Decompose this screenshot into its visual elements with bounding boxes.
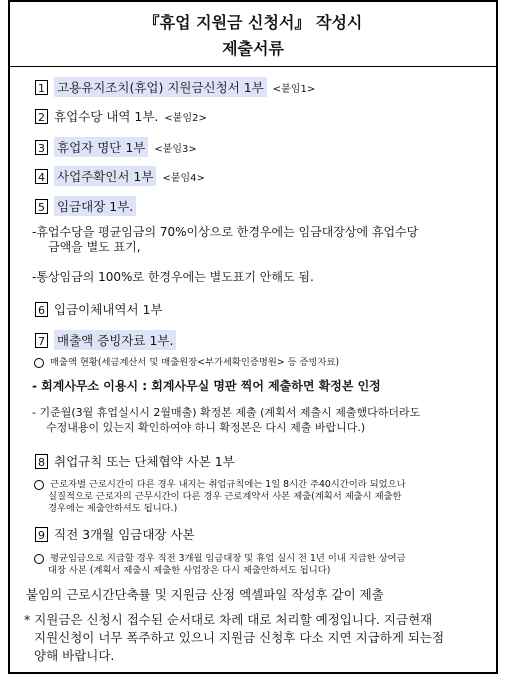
item8-note-line3: 경우에는 제출안하셔도 됩니다.) bbox=[48, 503, 178, 514]
item-number: 6 bbox=[35, 302, 48, 317]
item-note: <붙임3> bbox=[154, 143, 197, 155]
item7-bullet bbox=[34, 357, 339, 369]
item-label: 취업규칙 또는 단체협약 사본 1부 bbox=[54, 454, 235, 469]
item-label: 매출액 증빙자료 1부. bbox=[54, 330, 176, 350]
list-item bbox=[35, 525, 195, 543]
item9-text-1: 평균임금으로 지급할 경우 직전 3개월 임금대장 및 휴업 실시 전 1년 이내 지급한 상여금 bbox=[50, 553, 406, 564]
item5-note-line3: -통상임금의 100%로 한경우에는 별도표기 안해도 됨. bbox=[32, 270, 314, 284]
item-number: 3 bbox=[35, 140, 48, 155]
item9-note-line2: 대장 사본 (계획서 제출시 제출한 사업장은 다시 제출안하셔도 됩니다) bbox=[48, 565, 331, 576]
content-box bbox=[8, 66, 498, 674]
item-label: 임금대장 1부. bbox=[54, 196, 136, 216]
list-item bbox=[35, 300, 163, 318]
final-note-line3: 양해 바랍니다. bbox=[34, 648, 115, 663]
list-item bbox=[35, 137, 197, 157]
item5-note-line1: -휴업수당을 평균임금의 70%이상으로 한경우에는 임금대장상에 휴업수당 bbox=[32, 225, 419, 239]
list-item bbox=[35, 452, 235, 470]
item-note: <붙임4> bbox=[162, 172, 205, 184]
final-note-line2: 지원신청이 너무 폭주하고 있으니 지원금 신청후 다소 지연 지급하게 되는점 bbox=[34, 630, 445, 645]
title-line1: 『휴업 지원금 신청서』 작성시 bbox=[143, 13, 363, 32]
item8-note-line2: 실질적으로 근로자의 근무시간이 다른 경우 근로계약서 사본 제출(계획서 제출시 제출한 bbox=[48, 491, 402, 502]
item-label: 휴업자 명단 1부 bbox=[54, 137, 148, 157]
item7-dash2-line2: 수정내용이 있는지 확인하여야 하니 확정본은 다시 제출 바랍니다.) bbox=[46, 421, 366, 434]
list-item bbox=[35, 330, 176, 350]
list-item bbox=[35, 107, 207, 125]
item-number: 9 bbox=[35, 527, 48, 542]
item-label: 입금이체내역서 1부 bbox=[54, 302, 163, 317]
item8-note-line1 bbox=[34, 479, 406, 491]
item-number: 8 bbox=[35, 454, 48, 469]
item-label: 휴업수당 내역 1부. bbox=[54, 109, 159, 124]
item7-dash2-line1: - 기준월(3월 휴업실시시 2월매출) 확정본 제출 (계획서 제출시 제출했다하더라도 bbox=[32, 406, 421, 419]
list-item bbox=[35, 166, 205, 186]
item-number: 7 bbox=[35, 333, 48, 348]
excel-note: 붙임의 근로시간단축률 및 지원금 산정 엑셀파일 작성후 같이 제출 bbox=[26, 587, 384, 602]
item-note: <붙임2> bbox=[164, 112, 207, 124]
final-note bbox=[24, 611, 494, 665]
final-note-line1: * 지원금은 신청시 접수된 순서대로 차례 대로 처리할 예정입니다. 지금현재 bbox=[24, 612, 433, 627]
title-line2: 제출서류 bbox=[222, 39, 284, 58]
circle-bullet-icon bbox=[34, 358, 44, 368]
item-number: 4 bbox=[35, 169, 48, 184]
title-box bbox=[8, 0, 498, 66]
circle-bullet-icon bbox=[34, 554, 44, 564]
item9-note-line1 bbox=[34, 553, 406, 565]
item-note: <붙임1> bbox=[272, 83, 316, 95]
item-number: 2 bbox=[35, 109, 48, 124]
item-number: 5 bbox=[35, 199, 48, 214]
item7-bullet-text: 매출액 현황(세금계산서 및 매출원장<부가세확인증명원> 등 증빙자료) bbox=[50, 357, 340, 368]
circle-bullet-icon bbox=[34, 480, 44, 490]
item8-text-1: 근로자별 근로시간이 다른 경우 내지는 취업규칙에는 1일 8시간 주40시간이라 되었으나 bbox=[50, 479, 406, 490]
item5-note-line2: 금액을 별도 표기, bbox=[48, 240, 141, 254]
item-label: 직전 3개월 임금대장 사본 bbox=[54, 527, 195, 542]
item-label: 고용유지조치(휴업) 지원금신청서 1부 bbox=[54, 77, 267, 97]
item-number: 1 bbox=[35, 80, 48, 95]
item-label: 사업주확인서 1부 bbox=[54, 166, 156, 186]
item7-dash1: - 회계사무소 이용시 : 회계사무실 명판 찍어 제출하면 확정본 인정 bbox=[32, 379, 381, 393]
list-item bbox=[35, 77, 315, 97]
list-item bbox=[35, 196, 136, 216]
